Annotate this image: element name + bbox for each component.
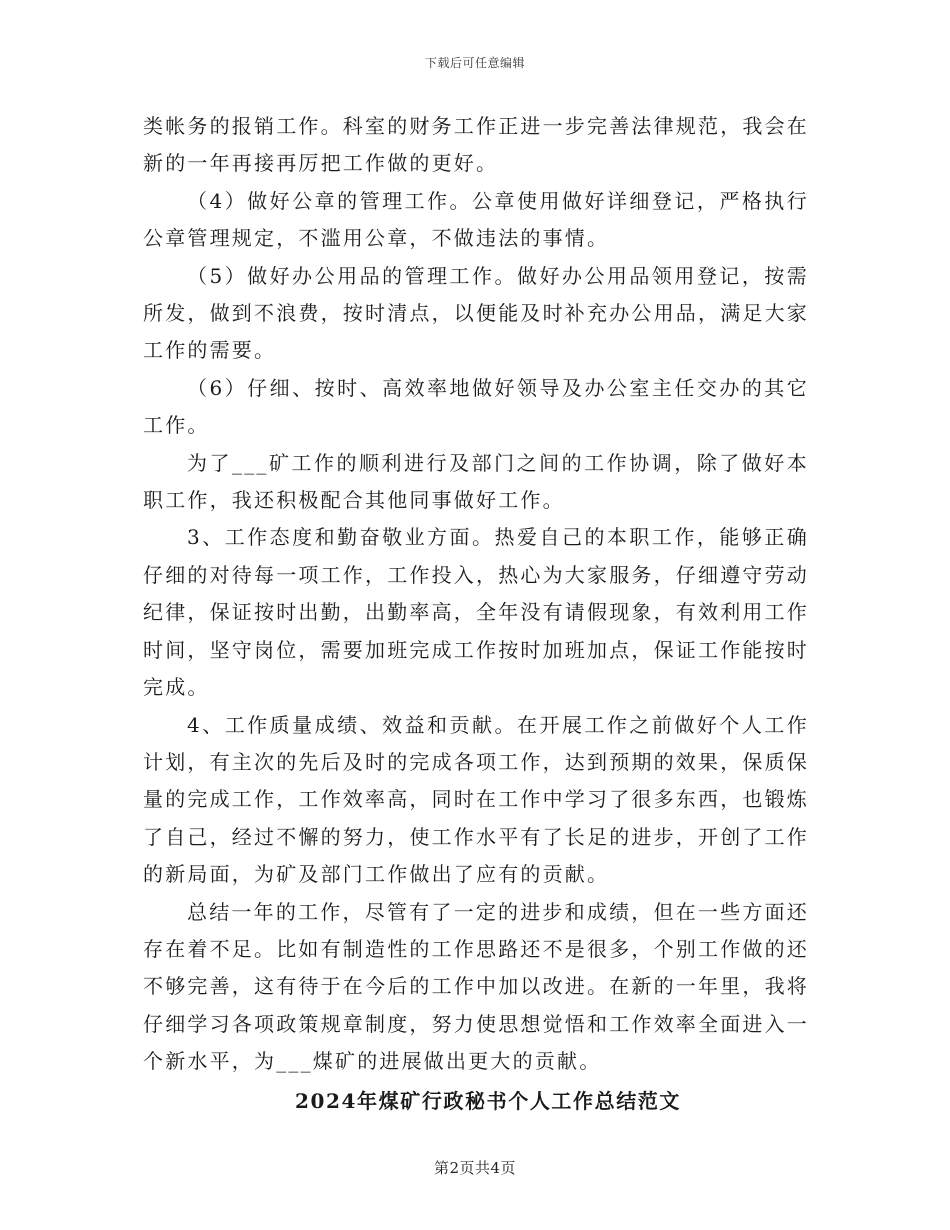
paragraph-3: （5）做好办公用品的管理工作。做好办公用品领用登记，按需所发，做到不浪费，按时清点，以便能及时补充办公用品，满足大家工作的需要。 [143, 263, 809, 363]
paragraph-2: （4）做好公章的管理工作。公章使用做好详细登记，严格执行公章管理规定，不滥用公章，不做违法的事情。 [143, 188, 809, 251]
page-header-note: 下载后可任意编辑 [424, 56, 525, 70]
document-body [143, 108, 809, 1118]
paragraph-4: （6）仔细、按时、高效率地做好领导及办公室主任交办的其它工作。 [143, 375, 809, 438]
paragraph-8: 总结一年的工作，尽管有了一定的进步和成绩，但在一些方面还存在着不足。比如有制造性的工作思路还不是很多，个别工作做的还不够完善，这有待于在今后的工作中加以改进。在新的一年里，我将仔细学习各项政策规章制度，努力使思想觉悟和工作效率全面进入一个新水平，为___煤矿的进展做出更大的贡献。 [143, 899, 809, 1074]
paragraph-6: 3、工作态度和勤奋敬业方面。热爱自己的本职工作，能够正确仔细的对待每一项工作，工作投入，热心为大家服务，仔细遵守劳动纪律，保证按时出勤，出勤率高，全年没有请假现象，有效利用工作时间，坚守岗位，需要加班完成工作按时加班加点，保证工作能按时完成。 [143, 525, 809, 700]
paragraph-7: 4、工作质量成绩、效益和贡献。在开展工作之前做好个人工作计划，有主次的先后及时的完成各项工作，达到预期的效果，保质保量的完成工作，工作效率高，同时在工作中学习了很多东西，也锻炼了自己，经过不懈的努力，使工作水平有了长足的进步，开创了工作的新局面，为矿及部门工作做出了应有的贡献。 [143, 712, 809, 887]
paragraph-5: 为了___矿工作的顺利进行及部门之间的工作协调，除了做好本职工作，我还积极配合其他同事做好工作。 [143, 450, 809, 513]
page-number: 第2页共4页 [433, 1159, 517, 1177]
paragraph-1: 类帐务的报销工作。科室的财务工作正进一步完善法律规范，我会在新的一年再接再厉把工作做的更好。 [143, 114, 809, 176]
section-heading: 2024年煤矿行政秘书个人工作总结范文 [294, 1088, 682, 1113]
